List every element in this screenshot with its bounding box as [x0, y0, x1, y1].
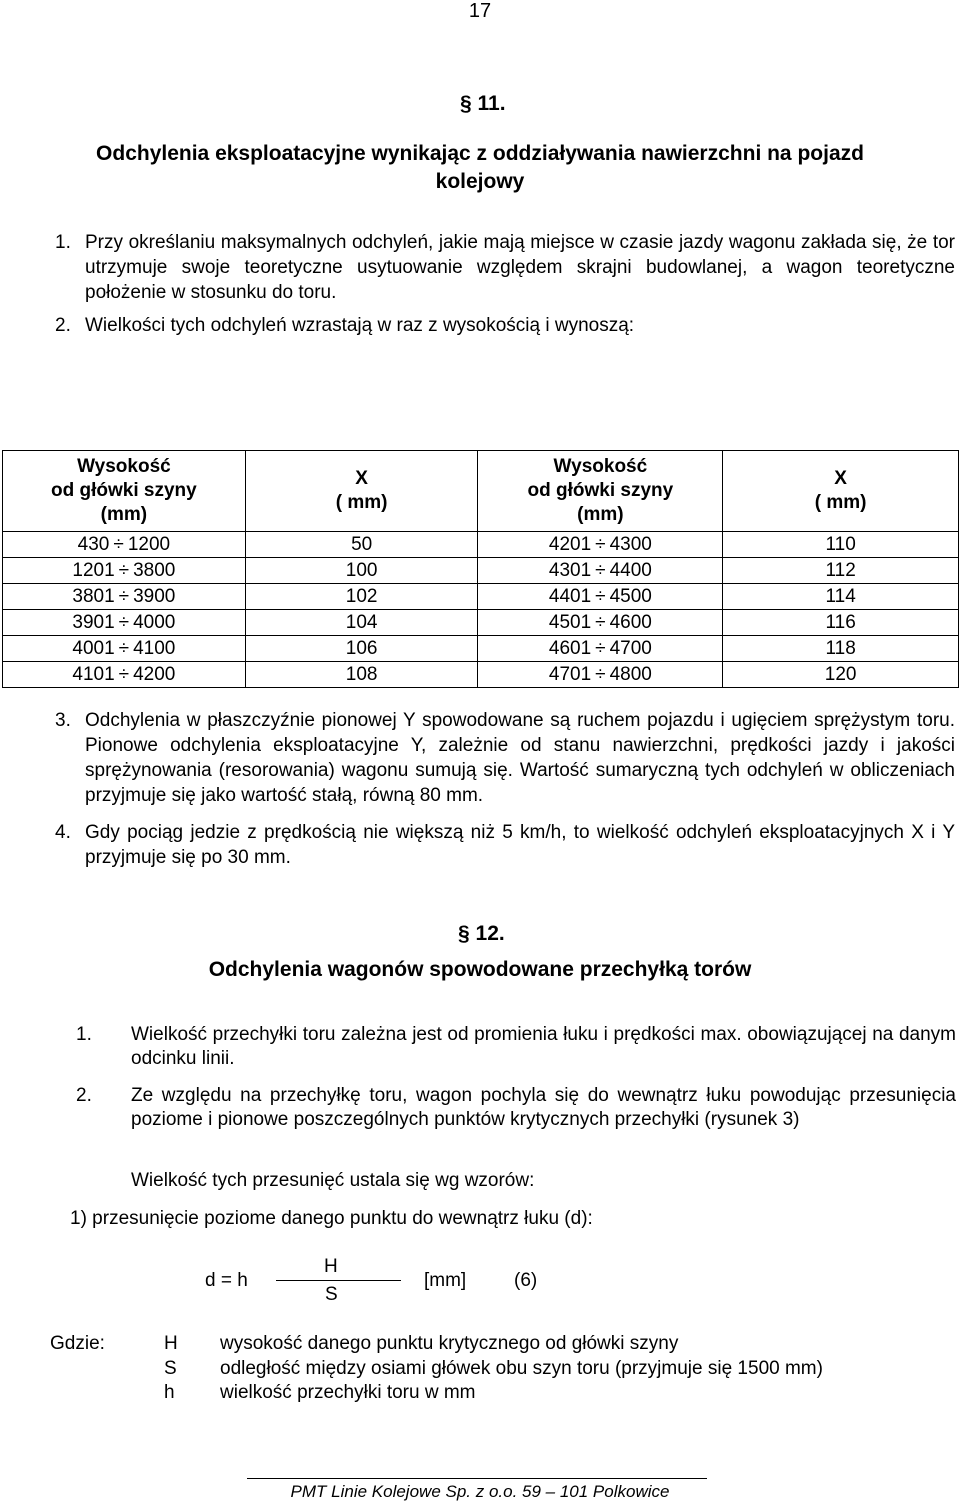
x-cell: 116 — [723, 610, 959, 636]
x-cell: 50 — [245, 532, 478, 558]
x-cell: 110 — [723, 532, 959, 558]
range-cell: 4201 ÷ 4300 — [478, 532, 723, 558]
range-cell: 4101 ÷ 4200 — [3, 662, 246, 688]
section-12-item-2 — [76, 1084, 956, 1156]
x-cell: 106 — [245, 636, 478, 662]
paragraph-4 — [55, 820, 955, 870]
x-cell: 108 — [245, 662, 478, 688]
table-row — [3, 662, 959, 688]
section-12-number: § 12. — [458, 922, 505, 945]
table-header-row — [3, 451, 959, 532]
section-11-number: § 11. — [460, 92, 506, 115]
range-cell: 4501 ÷ 4600 — [478, 610, 723, 636]
definition-row — [0, 1358, 960, 1382]
section-12-item-1-number: 1. — [76, 1024, 92, 1045]
definition-text: wysokość danego punktu krytycznego od główki szyny — [220, 1333, 679, 1354]
header-x-1: X ( mm) — [245, 451, 478, 532]
definition-row — [0, 1382, 960, 1406]
table-row — [3, 532, 959, 558]
section-11-title: Odchylenia eksploatacyjne wynikając z oddziaływania nawierzchni na pojazd kolejowy — [96, 142, 864, 193]
range-cell: 1201 ÷ 3800 — [3, 558, 246, 584]
formula-unit: [mm] — [424, 1270, 467, 1291]
table-row — [3, 558, 959, 584]
fraction-line — [276, 1280, 401, 1281]
range-cell: 4701 ÷ 4800 — [478, 662, 723, 688]
section-12-item-2-text: Ze względu na przechyłkę toru, wagon pochyla się do wewnątrz łuku powodując przesunięcia poziome i pionowe poszczególnych punktów krytycznych przechyłki (rysunek 3) — [131, 1085, 956, 1130]
paragraph-2 — [55, 313, 955, 338]
formula-intro: Wielkość tych przesunięć ustala się wg wzorów: — [131, 1170, 535, 1191]
range-cell: 4401 ÷ 4500 — [478, 584, 723, 610]
x-cell: 114 — [723, 584, 959, 610]
x-cell: 118 — [723, 636, 959, 662]
section-12-item-1 — [76, 1023, 956, 1071]
formula-equation-number: (6) — [514, 1270, 538, 1291]
x-cell: 112 — [723, 558, 959, 584]
x-cell: 102 — [245, 584, 478, 610]
sub-item-1: 1) przesunięcie poziome danego punktu do wewnątrz łuku (d): — [70, 1208, 593, 1229]
range-cell: 3901 ÷ 4000 — [3, 610, 246, 636]
formula-numerator: H — [324, 1256, 338, 1277]
definitions-label: Gdzie: — [50, 1333, 105, 1354]
section-12-item-1-text: Wielkość przechyłki toru zależna jest od promienia łuku i prędkości max. obowiązującej na danym odcinku linii. — [131, 1024, 956, 1069]
footer-rule — [247, 1478, 707, 1479]
paragraph-2-text: Wielkości tych odchyleń wzrastają w raz z wysokością i wynoszą: — [85, 315, 635, 336]
table-row — [3, 610, 959, 636]
x-cell: 104 — [245, 610, 478, 636]
paragraph-3-text: Odchylenia w płaszczyźnie pionowej Y spowodowane są ruchem pojazdu i ugięciem sprężystym toru. Pionowe odchylenia eksploatacyjne Y, zależnie od stanu nawierzchni, prędkości jazdy i jakości sprężynowania (resorowania) wagonu sumują się. Wartość sumaryczną tych odchyleń w obliczeniach przyjmuje się jako wartość stałą, równą 80 mm. — [85, 710, 955, 806]
header-height-1: Wysokość od główki szyny (mm) — [3, 451, 246, 532]
page-number: 17 — [468, 0, 492, 22]
paragraph-3-number: 3. — [55, 710, 71, 731]
table-row — [3, 584, 959, 610]
definition-row — [0, 1333, 960, 1357]
deviation-table — [2, 450, 959, 688]
paragraph-4-number: 4. — [55, 822, 71, 843]
paragraph-1 — [55, 230, 955, 305]
table-row — [3, 636, 959, 662]
section-12-item-2-number: 2. — [76, 1085, 92, 1106]
x-cell: 100 — [245, 558, 478, 584]
formula-denominator: S — [325, 1284, 338, 1305]
paragraph-2-number: 2. — [55, 315, 71, 336]
definition-text: odległość między osiami główek obu szyn toru (przyjmuje się 1500 mm) — [220, 1358, 823, 1379]
paragraph-4-text: Gdy pociąg jedzie z prędkością nie większą niż 5 km/h, to wielkość odchyleń eksploatacyjnych X i Y przyjmuje się po 30 mm. — [85, 822, 955, 868]
paragraph-3 — [55, 708, 955, 808]
definition-symbol: H — [164, 1333, 178, 1354]
range-cell: 430 ÷ 1200 — [3, 532, 246, 558]
header-x-2: X ( mm) — [723, 451, 959, 532]
paragraph-1-text: Przy określaniu maksymalnych odchyleń, jakie mają miejsce w czasie jazdy wagonu zakłada się, że tor utrzymuje swoje teoretyczne usytuowanie względem skrajni budowlanej, a wagon teoretyczne położenie w stosunku do toru. — [85, 232, 955, 303]
section-12-title: Odchylenia wagonów spowodowane przechyłką torów — [208, 958, 752, 981]
range-cell: 4001 ÷ 4100 — [3, 636, 246, 662]
x-cell: 120 — [723, 662, 959, 688]
paragraph-1-number: 1. — [55, 232, 71, 253]
page-footer: PMT Linie Kolejowe Sp. z o.o. 59 – 101 Polkowice — [290, 1482, 670, 1501]
definition-symbol: h — [164, 1382, 175, 1403]
formula-lhs: d = h — [205, 1270, 248, 1291]
definition-symbol: S — [164, 1358, 177, 1379]
formula-6 — [0, 1258, 960, 1318]
range-cell: 3801 ÷ 3900 — [3, 584, 246, 610]
definition-text: wielkość przechyłki toru w mm — [220, 1382, 476, 1403]
header-height-2: Wysokość od główki szyny (mm) — [478, 451, 723, 532]
range-cell: 4301 ÷ 4400 — [478, 558, 723, 584]
range-cell: 4601 ÷ 4700 — [478, 636, 723, 662]
